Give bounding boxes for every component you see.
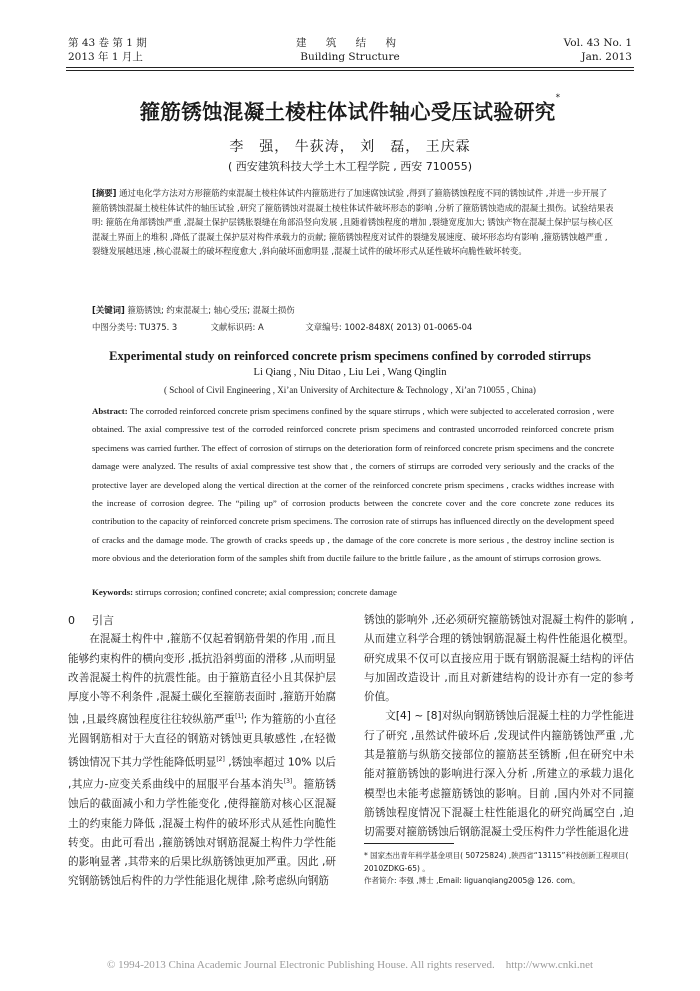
abstract-en-label: Abstract: — [92, 406, 128, 416]
journal-name-en: Building Structure — [300, 51, 400, 63]
footnote — [364, 850, 636, 888]
title-footnote-mark: * — [555, 93, 561, 103]
section-title: 引言 — [92, 614, 114, 627]
title-en: Experimental study on reinforced concrete prism specimens confined by corroded stirrups — [109, 349, 591, 363]
abstract-en-text: The corroded reinforced concrete prism specimens confined by the square stirrups , which were subjected to accelerated corrosion , were obtained. The axial compressive test of the corroded reinforced concrete prism specimens and contrasted uncorroded reinforced concrete prism specimens was carried further. The effect of corrosion of stirrups on the deterioration form of reinforced concrete prism specimens and the concrete damage were analyzed. The results of axial compressive test show that , the corners of stirrups are corroded very seriously and the cracks of the protective layer are developed along the vertical direction at the corner of the reinforced concrete prism specimens , cracks widthes increase with the increase of corrosion degree. The “piling up” of corrosion products between the concrete cover and the core concrete zone reduces its contribution to the capacity of reinforced concrete prism specimens. The corrosion rate of stirrups has influenced directly on the development speed of cracks and the damage mode. The growth of cracks speeds up , the damage of the core concrete is more serious , the destroy incline section is more obvious and the deterioration form of the samples shift from ductile failure to the brittle failure , as the amount of stirrups corrosion grows. — [92, 406, 615, 564]
keywords-en-label: Keywords: — [92, 587, 134, 597]
author-bio: 作者简介: 李强 ,博士 ,Email: liguanqiang2005@ 126. com。 — [364, 876, 580, 885]
keywords-cn-text: 箍筋锈蚀; 约束混凝土; 轴心受压; 混凝土损伤 — [127, 305, 295, 315]
keywords-cn-label: [关键词] — [92, 305, 125, 315]
document-code: 文献标识码: A — [210, 322, 264, 332]
header-rule-bottom — [66, 70, 634, 71]
keywords-cn — [92, 303, 614, 318]
paper-title — [0, 95, 700, 125]
intro-text-3: ,锈蚀率超过 10% 以后 ,其应力-应变关系曲线中的屈服平台基本消失 — [68, 756, 337, 791]
affiliation-en: ( School of Civil Engineering , Xi’an University of Architecture & Technology , Xi’an 710055 , China) — [164, 385, 536, 395]
right-paragraph-2: 文[4] ~ [8]对纵向钢筋锈蚀后混凝土柱的力学性能进行了研究 ,虽然试件破坏后 ,发现试件内箍筋锈蚀严重 ,尤其是箍筋与纵筋交接部位的箍筋甚至锈断 ,但在研究中未能对箍筋锈蚀的影响进行深入分析 ,所建立的承载力退化模型也未能考虑箍筋锈蚀的影响。目前 ,国内外对不同箍筋锈蚀程度情况下混凝土柱性能退化的研究尚属空白 ,迫切需要对箍筋锈蚀后钢筋混凝土受压构件力学性能退化进 — [364, 710, 634, 839]
author-list: 李 强， 牛荻涛， 刘 磊， 王庆霖 — [229, 139, 471, 155]
header-right — [564, 36, 632, 64]
authors-en: Li Qiang , Niu Ditao , Liu Lei , Wang Qinglin — [253, 367, 447, 378]
body-column-left — [68, 611, 336, 892]
intro-text-2: ; 作为箍筋的小直径光圆钢筋相对于大直径的钢筋对锈蚀更具敏感性 ,在轻微锈蚀情况下其力学性能降低明显 — [68, 714, 337, 769]
intro-text-1: 在混凝土构件中 ,箍筋不仅起着钢筋骨架的作用 ,而且能够约束构件的横向变形 ,抵抗沿斜剪面的滑移 ,从而明显改善混凝土构件的抗震性能。由于箍筋直径小且其保护层厚度小等不利条件 ,混凝土碳化至箍筋表面时 ,箍筋开始腐蚀 ,且最终腐蚀程度往往较纵筋严重 — [68, 633, 336, 727]
keywords-en-text: stirrups corrosion; confined concrete; axial compression; concrete damage — [135, 587, 397, 597]
citation-2: [2] — [216, 755, 225, 763]
volume-issue-en: Vol. 43 No. 1 — [563, 37, 632, 49]
intro-paragraph — [68, 630, 336, 891]
volume-issue-cn: 第 43 卷 第 1 期 — [68, 37, 147, 49]
intro-text-4: 。箍筋锈蚀后的截面减小和力学性能变化 ,使得箍筋对核心区混凝土的约束能力降低 ,混凝土构件的破坏形式从延性向脆性转变。由此可看出 ,箍筋锈蚀对钢筋混凝土构件力学性能的影响显著 ,其带来的后果比纵筋锈蚀更加严重。因此 ,研究钢筋锈蚀后构件的力学性能退化规律 ,除考虑纵向钢筋 — [68, 778, 336, 888]
abstract-cn — [92, 186, 614, 259]
section-number: 0 — [68, 614, 75, 627]
clc-number: 中图分类号: TU375. 3 — [92, 322, 178, 332]
header-rule-top — [66, 67, 634, 68]
date-cn: 2013 年 1 月上 — [68, 51, 143, 63]
paper-title-text: 箍筋锈蚀混凝土棱柱体试件轴心受压试验研究 — [139, 100, 556, 124]
funding-note: * 国家杰出青年科学基金项目( 50725824) ,陕西省“13115”科技创新工程项目( 2010ZDKG-65) 。 — [364, 851, 629, 873]
citation-3: [3] — [283, 778, 293, 786]
abstract-cn-text: 通过电化学方法对方形箍筋约束混凝土棱柱体试件内箍筋进行了加速腐蚀试验 ,得到了箍筋锈蚀程度不同的锈蚀试件 ,并进一步开展了箍筋锈蚀混凝土棱柱体试件的轴压试验 ,研究了箍筋锈蚀对混凝土棱柱体试件破坏形态的影响 ,分析了箍筋锈蚀造成的混凝土损伤。试验结果表明: 箍筋在角部锈蚀严重 ,混凝土保护层锈胀裂缝在角部沿竖向发展 ,且随着锈蚀程度的增加 ,裂缝宽度加大; 锈蚀产物在混凝土保护层与核心区混凝土界面上的堆积 ,降低了混凝土保护层对构件承载力的贡献; 箍筋锈蚀程度对试件的裂缝发展速度、破坏形态均有影响 ,箍筋锈蚀越严重 ,裂缝发展越迅速 ,核心混凝土的破坏程度愈大 ,斜向破坏面愈明显 ,混凝土试件的破坏形式从延性破坏向脆性破坏转变。 — [92, 188, 614, 257]
article-number: 文章编号: 1002-848X( 2013) 01-0065-04 — [305, 322, 473, 332]
keywords-en — [92, 585, 614, 599]
journal-name-cn: 建 筑 结 构 — [295, 37, 404, 49]
copyright-footer: © 1994-2013 China Academic Journal Electronic Publishing House. All rights reserved. http://www.cnki.net — [106, 959, 594, 971]
affiliation: ( 西安建筑科技大学土木工程学院 , 西安 710055) — [227, 160, 473, 173]
section-heading — [68, 611, 336, 630]
abstract-en — [92, 402, 614, 568]
date-en: Jan. 2013 — [581, 51, 632, 63]
abstract-cn-label: [摘要] — [92, 188, 117, 198]
footnote-rule — [364, 843, 454, 844]
citation-1: [1] — [235, 713, 244, 721]
body-column-right — [364, 611, 634, 843]
right-paragraph-1: 锈蚀的影响外 ,还必须研究箍筋锈蚀对混凝土构件的影响 ,从而建立科学合理的锈蚀钢筋混凝土构件性能退化模型。研究成果不仅可以直接应用于既有钢筋混凝土结构的评估与加固改造设计 ,而且对新建结构的设计亦有一定的参考价值。 — [364, 614, 634, 704]
classification-line — [92, 320, 614, 334]
